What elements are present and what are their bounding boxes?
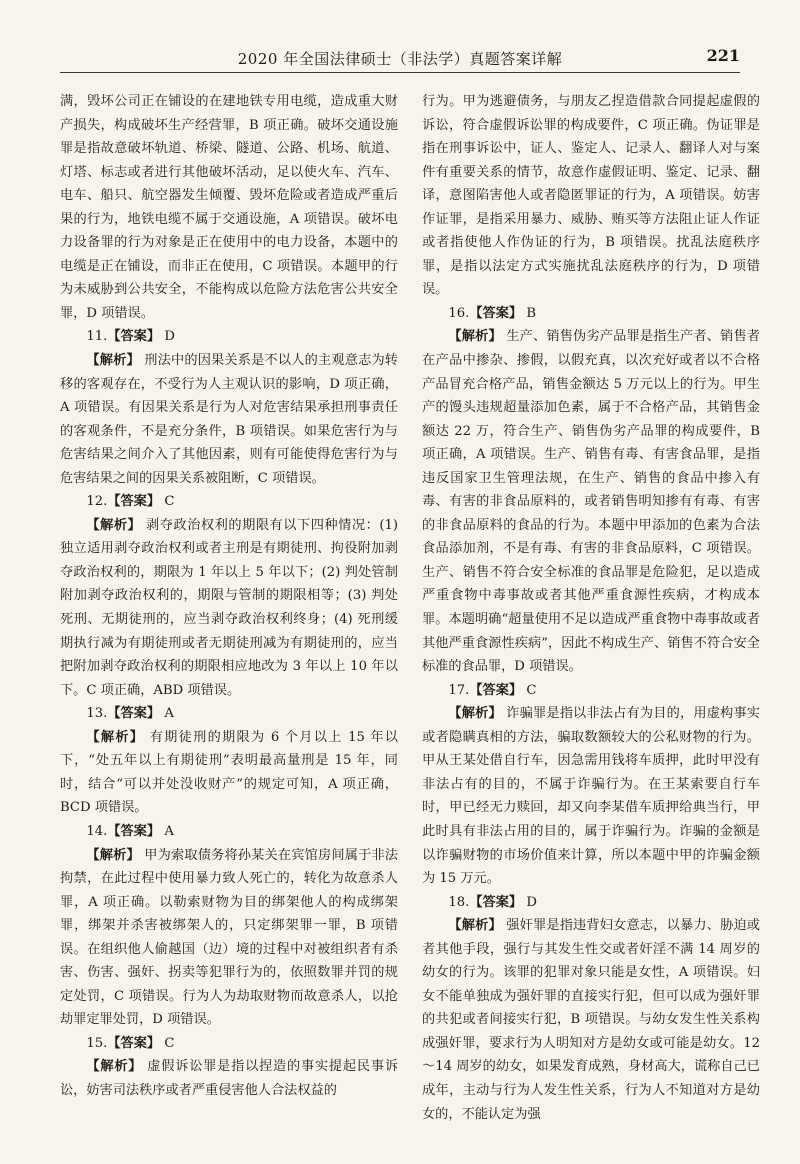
analysis-text: 甲为索取债务将孙某关在宾馆房间属于非法拘禁，在此过程中使用暴力致人死亡的，转化为故意杀人罪，A 项正确。以勒索财物为目的绑架他人的构成绑架罪，绑架并杀害被绑架人的，只定绑架罪一罪，B 项错误。在组织他人偷越国（边）境的过程中对被组织者有杀害、伤害、强奸、拐卖等犯罪行为的，依照数罪并罚的规定处罚，C 项错误。行为人为劫取财物而故意杀人，以抢劫罪定罪处罚，D 项错误。: [60, 847, 398, 1028]
answer-value: B: [522, 305, 537, 321]
answer-line-12: [60, 490, 398, 514]
answer-line-16: [422, 302, 760, 326]
answer-value: D: [160, 329, 175, 345]
question-number: 15.: [86, 1035, 108, 1051]
analysis-11: [60, 349, 398, 490]
answer-label: 【答案】: [107, 823, 161, 839]
question-number: 14.: [86, 823, 108, 839]
analysis-17: [422, 702, 760, 890]
answer-line-13: [60, 702, 398, 726]
analysis-text: 虚假诉讼罪是指以捏造的事实提起民事诉讼，妨害司法秩序或者严重侵害他人合法权益的: [60, 1059, 398, 1098]
answer-label: 【答案】: [469, 305, 523, 321]
answer-label: 【答案】: [469, 682, 523, 698]
analysis-label: 【解析】: [86, 729, 145, 745]
analysis-14: [60, 844, 398, 1032]
answer-line-14: [60, 820, 398, 844]
answer-line-18: [422, 891, 760, 915]
analysis-text: 刑法中的因果关系是不以人的主观意志为转移的客观存在，不受行为人主观认识的影响，D 项正确，A 项错误。有因果关系是行为人对危害结果承担刑事责任的客观条件，不是充分条件，B 项错误。如果危害行为与危害结果之间介入了其他因素，则有可能使得危害行为与危害结果之间的因果关系被阻断，C 项错误。: [60, 353, 398, 486]
answer-line-15: [60, 1032, 398, 1056]
text-columns: [60, 90, 760, 1130]
answer-line-11: [60, 325, 398, 349]
analysis-label: 【解析】: [86, 353, 140, 369]
answer-value: A: [160, 706, 174, 722]
answer-value: A: [160, 823, 174, 839]
question-number: 11.: [86, 329, 108, 345]
analysis-text: 剥夺政治权利的期限有以下四种情况：(1) 独立适用剥夺政治权利或者主刑是有期徒刑、拘役附加剥夺政治权利的，期限为 1 年以上 5 年以下；(2) 判处管制附加剥夺政治权利的，期限与管制的期限相等；(3) 判处死刑、无期徒刑的，应当剥夺政治权利终身；(4) 死刑缓期执行减为有期徒刑或者无期徒刑减为有期徒刑的，应当把附加剥夺政治权利的期限相应地改为 3 年以上 10 年以下。C 项正确，ABD 项错误。: [60, 517, 398, 698]
analysis-12: [60, 514, 398, 702]
analysis-text: 生产、销售伪劣产品罪是指生产者、销售者在产品中掺杂、掺假，以假充真，以次充好或者以不合格产品冒充合格产品，销售金额达 5 万元以上的行为。甲生产的馒头违规超量添加色素，属于不合格产品，其销售金额达 22 万，符合生产、销售伪劣产品罪的构成要件，B 项正确，A 项错误。生产、销售有毒、有害食品罪，是指违反国家卫生管理法规，在生产、销售的食品中掺入有毒、有害的非食品原料的，或者销售明知掺有有毒、有害的非食品原料的食品的行为。本题中甲添加的色素为合法食品添加剂，不是有毒、有害的非食品原料，C 项错误。生产、销售不符合安全标准的食品罪是危险犯，足以造成严重食物中毒事故或者其他严重食源性疾病，才构成本罪。本题明确“超量使用不足以造成严重食物中毒事故或者其他严重食源性疾病”，因此不构成生产、销售不符合安全标准的食品罪，D 项错误。: [422, 329, 760, 675]
answer-value: C: [160, 494, 175, 510]
continued-paragraph: 满，毁坏公司正在铺设的在建地铁专用电缆，造成重大财产损失，构成破坏生产经营罪，B 项正确。破坏交通设施罪是指故意破坏轨道、桥梁、隧道、公路、机场、航道、灯塔、标志或者进行其他破坏活动，足以使火车、汽车、电车、船只、航空器发生倾覆、毁坏危险或者造成严重后果的行为，地铁电缆不属于交通设施，A 项错误。破坏电力设备罪的行为对象是正在使用中的电力设备，本题中的电缆是正在铺设，而非正在使用，C 项错误。本题甲的行为未威胁到公共安全，不能构成以危险方法危害公共安全罪，D 项错误。: [60, 94, 398, 321]
question-number: 17.: [448, 682, 470, 698]
answer-value: C: [160, 1035, 175, 1051]
running-header: [60, 42, 740, 73]
question-number: 18.: [448, 894, 470, 910]
analysis-text: 有期徒刑的期限为 6 个月以上 15 年以下，“处五年以上有期徒刑”表明最高量刑是 15 年，同时，结合“可以并处没收财产”的规定可知，A 项正确，BCD 项错误。: [60, 729, 398, 816]
continued-paragraph: 行为。甲为逃避债务，与朋友乙捏造借款合同提起虚假的诉讼，符合虚假诉讼罪的构成要件，C 项正确。伪证罪是指在刑事诉讼中，证人、鉴定人、记录人、翻译人对与案件有重要关系的情节，故意作虚假证明、鉴定、记录、翻译，意图陷害他人或者隐匿罪证的行为，A 项错误。妨害作证罪，是指采用暴力、威胁、贿买等方法阻止证人作证或者指使他人作伪证的行为，B 项错误。扰乱法庭秩序罪，是指以法定方式实施扰乱法庭秩序的行为，D 项错误。: [422, 94, 760, 298]
analysis-label: 【解析】: [86, 847, 140, 863]
question-number: 16.: [448, 305, 470, 321]
analysis-16: [422, 325, 760, 678]
analysis-text: 强奸罪是指违背妇女意志，以暴力、胁迫或者其他手段，强行与其发生性交或者奸淫不满 14 周岁的幼女的行为。该罪的犯罪对象只能是女性，A 项错误。妇女不能单独成为强奸罪的直接实行犯，但可以成为强奸罪的共犯或者间接实行犯，B 项错误。与幼女发生性关系构成强奸罪，要求行为人明知对方是幼女或可能是幼女。12～14 周岁的幼女，如果发育成熟，身材高大，谎称自己已成年，主动与行为人发生性关系，行为人不知道对方是幼女的，不能认定为强: [422, 918, 760, 1122]
answer-label: 【答案】: [107, 494, 161, 510]
header-title: 2020 年全国法律硕士（非法学）真题答案详解: [237, 50, 563, 68]
left-column: [60, 90, 398, 1130]
analysis-18: [422, 914, 760, 1126]
answer-label: 【答案】: [107, 1035, 161, 1051]
analysis-label: 【解析】: [448, 329, 502, 345]
answer-line-17: [422, 679, 760, 703]
analysis-text: 诈骗罪是指以非法占有为目的，用虚构事实或者隐瞒真相的方法，骗取数额较大的公私财物的行为。甲从王某处借自行车，因急需用钱将车质押，此时甲没有非法占有的目的，不属于诈骗行为。在王某索要自行车时，甲已经无力赎回，却又向李某借车质押给典当行，甲此时具有非法占用的目的，属于诈骗行为。诈骗的金额是以诈骗财物的市场价值来计算，所以本题中甲的诈骗金额为 15 万元。: [422, 706, 760, 887]
analysis-label: 【解析】: [448, 918, 502, 934]
analysis-13: [60, 726, 398, 820]
analysis-label: 【解析】: [86, 517, 142, 533]
answer-value: C: [522, 682, 537, 698]
answer-label: 【答案】: [469, 894, 523, 910]
analysis-label: 【解析】: [448, 706, 502, 722]
answer-label: 【答案】: [107, 706, 161, 722]
question-number: 13.: [86, 706, 108, 722]
right-column: [422, 90, 760, 1130]
analysis-label: 【解析】: [86, 1059, 143, 1075]
analysis-15: [60, 1055, 398, 1102]
answer-value: D: [522, 894, 537, 910]
question-number: 12.: [86, 494, 108, 510]
answer-label: 【答案】: [107, 329, 161, 345]
page-number: 221: [706, 46, 740, 65]
